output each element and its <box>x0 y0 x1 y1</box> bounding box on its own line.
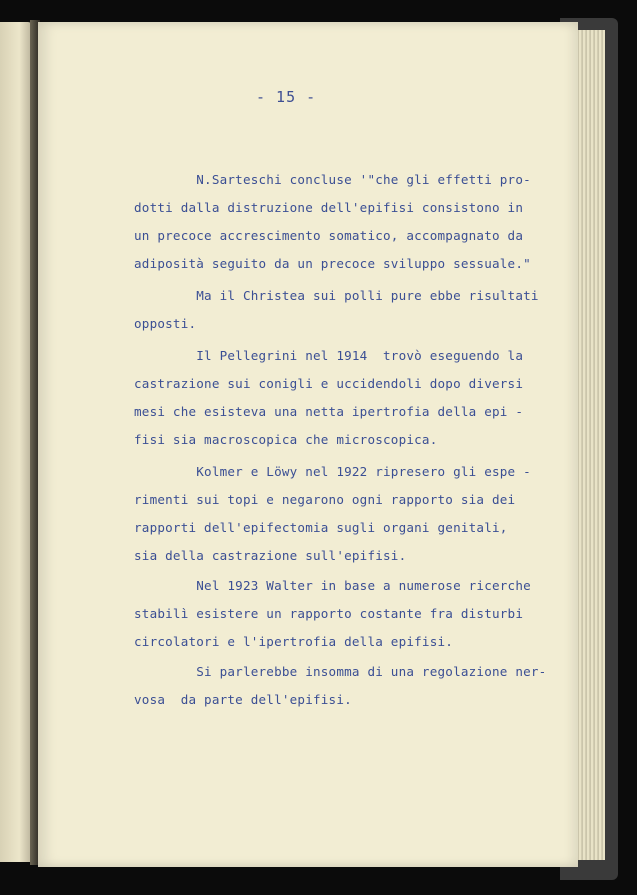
text-line: castrazione sui conigli e uccidendoli dopo diversi <box>134 376 524 391</box>
text-line: vosa da parte dell'epifisi. <box>134 692 352 707</box>
text-line: dotti dalla distruzione dell'epifisi consistono in <box>134 200 524 215</box>
text-line: Nel 1923 Walter in base a numerose ricerche <box>134 578 531 593</box>
text-line: Ma il Christea sui polli pure ebbe risultati <box>134 288 539 303</box>
page-stack-edge <box>575 30 605 860</box>
book-page <box>38 22 578 867</box>
text-line: Il Pellegrini nel 1914 trovò eseguendo la <box>134 348 524 363</box>
text-line: sia della castrazione sull'epifisi. <box>134 548 407 563</box>
text-line: Kolmer e Löwy nel 1922 ripresero gli espe - <box>134 464 531 479</box>
text-line: rapporti dell'epifectomia sugli organi genitali, <box>134 520 508 535</box>
text-line: fisi sia macroscopica che microscopica. <box>134 432 438 447</box>
text-line: N.Sarteschi concluse '"che gli effetti pro- <box>134 172 531 187</box>
text-line: stabilì esistere un rapporto costante fra disturbi <box>134 606 524 621</box>
text-line: mesi che esisteva una netta ipertrofia della epi - <box>134 404 524 419</box>
text-line: rimenti sui topi e negarono ogni rapporto sia dei <box>134 492 516 507</box>
text-line: circolatori e l'ipertrofia della epifisi. <box>134 634 454 649</box>
text-line: Si parlerebbe insomma di una regolazione ner- <box>134 664 547 679</box>
page-number: - 15 - <box>256 88 317 106</box>
previous-page-edge <box>0 22 32 862</box>
text-line: un precoce accrescimento somatico, accompagnato da <box>134 228 524 243</box>
text-line: opposti. <box>134 316 197 331</box>
text-line: adiposità seguito da un precoce sviluppo sessuale." <box>134 256 531 271</box>
